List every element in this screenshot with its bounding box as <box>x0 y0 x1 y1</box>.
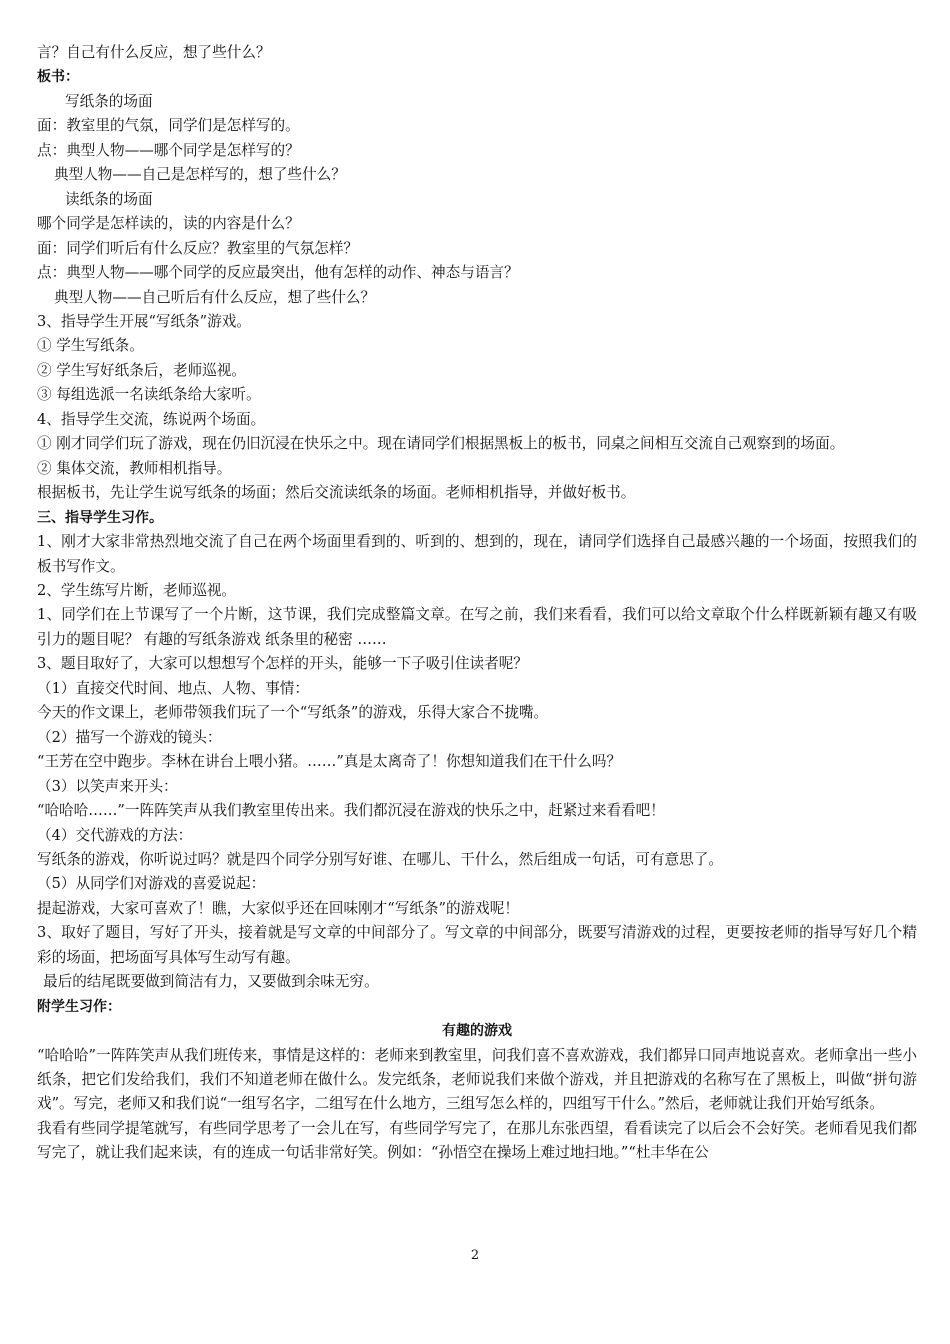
text-line: 点：典型人物——哪个同学的反应最突出，他有怎样的动作、神态与语言？ <box>37 264 519 282</box>
text-line: （5）从同学们对游戏的喜爱说起： <box>37 875 266 893</box>
text-line: 言？自己有什么反应，想了些什么？ <box>37 44 271 61</box>
text-line: 典型人物——自己是怎样写的，想了些什么？ <box>54 166 346 184</box>
section-heading: 三、指导学生习作。 <box>37 509 163 526</box>
text-line: （4）交代游戏的方法： <box>37 826 193 844</box>
text-line: 3、指导学生开展“写纸条”游戏。 <box>37 312 251 330</box>
essay-title: 有趣的游戏 <box>442 1023 512 1040</box>
text-line: 面：教室里的气氛，同学们是怎样写的。 <box>37 117 300 135</box>
text-line: ② 集体交流，教师相机指导。 <box>37 459 232 477</box>
text-line: ② 学生写好纸条后，老师巡视。 <box>37 361 246 379</box>
text-line: 点：典型人物——哪个同学是怎样写的？ <box>37 141 300 159</box>
text-line: （1）直接交代时间、地点、人物、事情： <box>37 679 309 697</box>
document-body <box>37 41 917 1166</box>
section-heading: 板书： <box>37 69 79 86</box>
text-line: 写纸条的场面 <box>65 92 153 110</box>
text-line: 最后的结尾既要做到简洁有力，又要做到余味无穷。 <box>43 973 379 991</box>
text-line: “王芳在空中跑步。李林在讲台上喂小猪。……”真是太离奇了！你想知道我们在干什么吗？ <box>37 753 622 771</box>
text-line: 典型人物——自己听后有什么反应，想了些什么？ <box>54 288 376 306</box>
text-line: 今天的作文课上，老师带领我们玩了一个“写纸条”的游戏，乐得大家合不拢嘴。 <box>37 704 549 722</box>
text-line: 2、学生练写片断，老师巡视。 <box>37 581 237 599</box>
text-line: ③ 每组选派一名读纸条给大家听。 <box>37 386 261 404</box>
text-line: 1、同学们在上节课写了一个片断，这节课，我们完成整篇文章。在写之前，我们来看看，我们可以给文章取个什么样既新颖有趣又有吸引力的题目呢？ 有趣的写纸条游戏 纸条里的秘密 …… <box>37 606 917 648</box>
text-line: 4、指导学生交流，练说两个场面。 <box>37 410 266 428</box>
section-heading: 附学生习作： <box>37 998 121 1015</box>
text-line: “哈哈哈”一阵阵笑声从我们班传来，事情是这样的：老师来到教室里，问我们喜不喜欢游戏，我们都异口同声地说喜欢。老师拿出一些小纸条，把它们发给我们，我们不知道老师在做什么。发完纸条，老师说我们来做个游戏，并且把游戏的名称写在了黑板上，叫做“拼句游戏”。写完，老师又和我们说“一组写名字，二组写在什么地方，三组写怎么样的，四组写干什么。”然后，老师就让我们开始写纸条。 <box>37 1046 917 1113</box>
text-line: 根据板书，先让学生说写纸条的场面；然后交流读纸条的场面。老师相机指导，并做好板书。 <box>37 484 636 502</box>
text-line: 提起游戏，大家可喜欢了！瞧，大家似乎还在回味刚才“写纸条”的游戏呢！ <box>37 899 519 917</box>
text-line: 读纸条的场面 <box>65 190 153 208</box>
text-line: 哪个同学是怎样读的，读的内容是什么？ <box>37 215 300 233</box>
text-line: （3）以笑声来开头： <box>37 777 178 795</box>
text-line: 我看有些同学提笔就写，有些同学思考了一会儿在写，有些同学写完了，在那儿东张西望，看看读完了以后会不会好笑。老师看见我们都写完了，就让我们起来读，有的连成一句话非常好笑。例如：“孙悟空在操场上难过地扫地。”“杜丰华在公 <box>37 1119 917 1162</box>
text-line: 面：同学们听后有什么反应？教室里的气氛怎样？ <box>37 239 359 257</box>
page-number: 2 <box>470 1248 480 1263</box>
text-line: 3、题目取好了，大家可以想想写个怎样的开头，能够一下子吸引住读者呢？ <box>37 655 528 673</box>
text-line: （2）描写一个游戏的镜头： <box>37 728 222 746</box>
text-line: 写纸条的游戏，你听说过吗？就是四个同学分别写好谁、在哪儿、干什么，然后组成一句话，可有意思了。 <box>37 850 723 868</box>
text-line: 3、取好了题目，写好了开头，接着就是写文章的中间部分了。写文章的中间部分，既要写清游戏的过程，更要按老师的指导写好几个精彩的场面，把场面写具体写生动写有趣。 <box>37 924 917 966</box>
text-line: ① 学生写纸条。 <box>37 337 144 355</box>
text-line: “哈哈哈……”一阵阵笑声从我们教室里传出来。我们都沉浸在游戏的快乐之中，赶紧过来看看吧！ <box>37 802 665 820</box>
text-line: ① 刚才同学们玩了游戏，现在仍旧沉浸在快乐之中。现在请同学们根据黑板上的板书，同桌之间相互交流自己观察到的场面。 <box>37 435 845 453</box>
text-line: 1、刚才大家非常热烈地交流了自己在两个场面里看到的、听到的、想到的，现在，请同学们选择自己最感兴趣的一个场面，按照我们的板书写作文。 <box>37 533 917 575</box>
